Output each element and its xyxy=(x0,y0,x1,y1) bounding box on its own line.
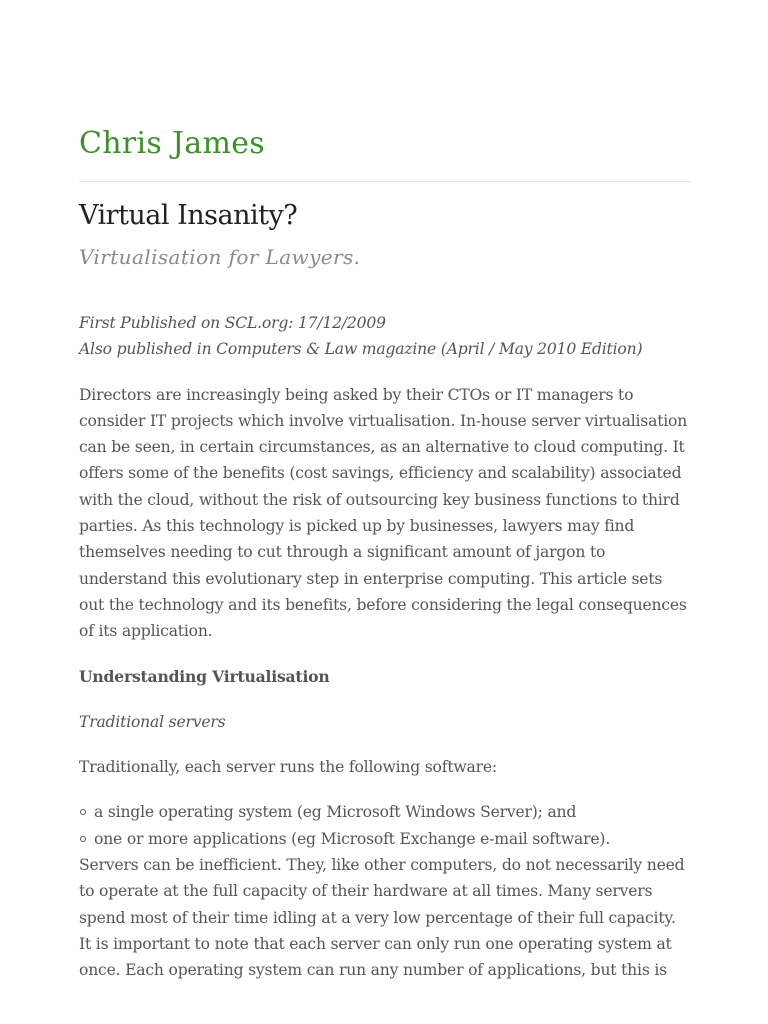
section-heading-text: Understanding Virtualisation xyxy=(79,666,330,686)
list-item: a single operating system (eg Microsoft Windows Server); and xyxy=(94,799,691,825)
publication-meta xyxy=(79,310,691,363)
article-title: Virtual Insanity? xyxy=(79,200,298,231)
lead-paragraph: Traditionally, each server runs the following software: xyxy=(79,758,497,777)
intro-paragraph: Directors are increasingly being asked by their CTOs or IT managers to consider IT projects which involve virtualisation. In-house server virtualisation can be seen, in certain circumstances, as an alternative to cloud computing. It offers some of the benefits (cost savings, efficiency and scalability) associated with the cloud, without the risk of outsourcing key business functions to third parties. As this technology is picked up by businesses, lawyers may find themselves needing to cut through a significant amount of jargon to understand this evolutionary step in enterprise computing. This article sets out the technology and its benefits, before considering the legal consequences of its application. xyxy=(79,385,688,641)
list-item: one or more applications (eg Microsoft Exchange e-mail software). xyxy=(94,826,691,852)
first-published-note: First Published on SCL.org: 17/12/2009 xyxy=(79,314,386,332)
subsection-heading xyxy=(79,709,691,735)
site-title-link[interactable]: Chris James xyxy=(79,126,265,161)
software-list xyxy=(79,799,691,852)
section-heading xyxy=(79,664,691,690)
subsection-heading-text: Traditional servers xyxy=(79,712,226,731)
servers-paragraph: Servers can be inefficient. They, like other computers, do not necessarily need to operate at the full capacity of their hardware at all times. Many servers spend most of their time idling at a very low percentage of their full capacity. It is important to note that each server can only run one operating system at once. Each operating system can run any number of applications, but this is xyxy=(79,856,685,980)
article-subtitle: Virtualisation for Lawyers. xyxy=(79,245,361,269)
article-body xyxy=(79,310,691,1003)
also-published-note: Also published in Computers & Law magazine (April / May 2010 Edition) xyxy=(79,340,643,359)
header-divider xyxy=(79,181,691,182)
